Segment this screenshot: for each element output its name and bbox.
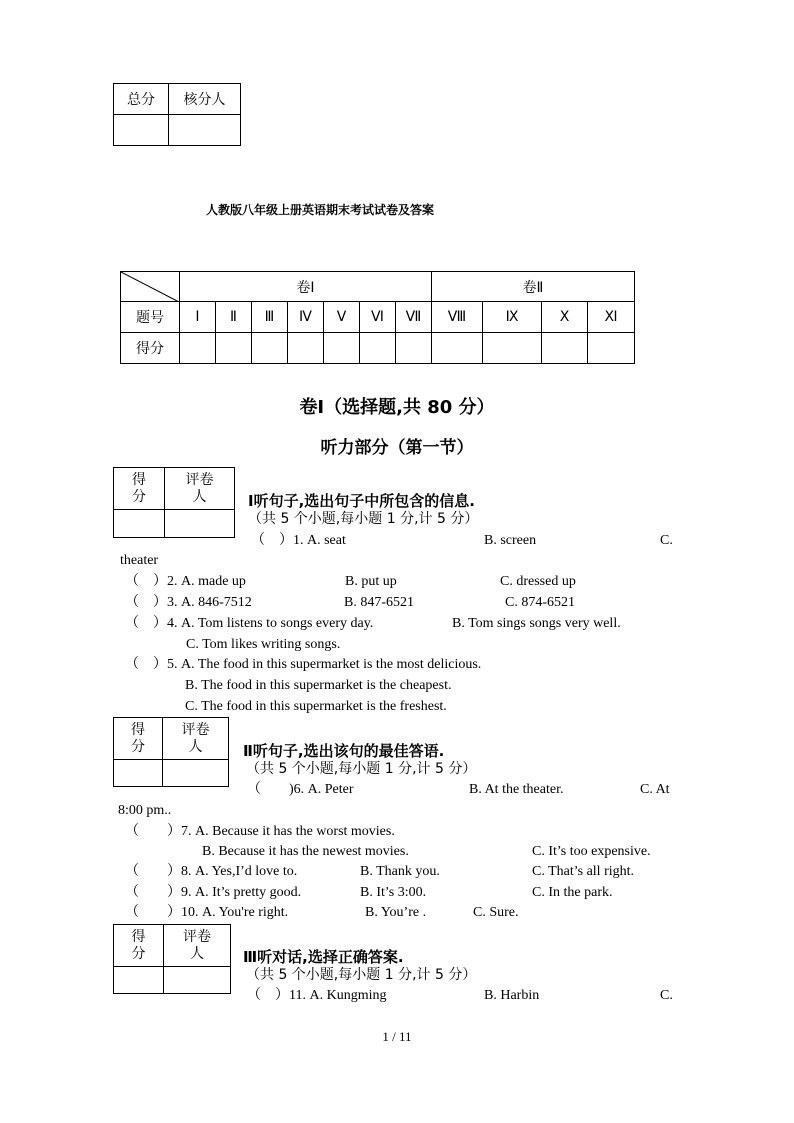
q1-a: （ ）1. A. seat: [251, 533, 346, 548]
q2-a: （ ）2. A. made up: [125, 574, 246, 589]
q9-a: （ ）9. A. It’s pretty good.: [125, 885, 302, 900]
grader-name-cell[interactable]: [165, 510, 235, 538]
score-cell[interactable]: [396, 333, 432, 364]
grader-box: [113, 467, 235, 538]
grader-score-cell[interactable]: [114, 967, 164, 994]
part3-note: （共 5 个小题,每小题 1 分,计 5 分）: [246, 967, 477, 983]
q11-b: B. Harbin: [484, 988, 540, 1003]
score-cell[interactable]: [588, 333, 635, 364]
q10-a: （ ）10. A. You're right.: [125, 905, 289, 920]
score-cell[interactable]: [483, 333, 542, 364]
score-cell[interactable]: [252, 333, 288, 364]
total-score-cell[interactable]: [114, 115, 169, 146]
question-number-label: 题号: [121, 302, 180, 333]
grader-box: [113, 717, 229, 787]
grader-name-label: 评卷 人: [163, 718, 229, 760]
grader-score-label: 得 分: [114, 718, 163, 760]
verifier-label: 核分人: [169, 84, 241, 115]
total-score-label: 总分: [114, 84, 169, 115]
diagonal-cell: [121, 272, 180, 302]
col-8: Ⅷ: [432, 302, 483, 333]
score-cell[interactable]: [180, 333, 216, 364]
diagonal-line: [121, 272, 179, 302]
q9-c: C. In the park.: [532, 885, 613, 900]
q3-b: B. 847-6521: [344, 595, 414, 610]
q1-b: B. screen: [484, 533, 537, 548]
q6-wrap: 8:00 pm..: [118, 803, 172, 818]
q8-a: （ ）8. A. Yes,I’d love to.: [125, 864, 298, 879]
part1-heading: Ⅰ听句子,选出句子中所包含的信息.: [248, 492, 475, 510]
grader-name-cell[interactable]: [164, 967, 231, 994]
col-6: Ⅵ: [360, 302, 396, 333]
q7-c: C. It’s too expensive.: [532, 844, 651, 859]
col-3: Ⅲ: [252, 302, 288, 333]
score-cell[interactable]: [542, 333, 588, 364]
q7-b: B. Because it has the newest movies.: [202, 844, 409, 859]
q10-c: C. Sure.: [473, 905, 519, 920]
q5-a: （ ）5. A. The food in this supermarket is the most delicious.: [125, 657, 482, 672]
vol1-header: 卷Ⅰ: [180, 272, 432, 302]
grader-score-label: 得 分: [114, 925, 164, 967]
score-cell[interactable]: [288, 333, 324, 364]
q4-b: B. Tom sings songs very well.: [452, 616, 621, 631]
q3-a: （ ）3. A. 846-7512: [125, 595, 252, 610]
q6-c: C. At: [640, 782, 670, 797]
q2-b: B. put up: [345, 574, 397, 589]
grader-name-label: 评卷 人: [164, 925, 231, 967]
verifier-cell[interactable]: [169, 115, 241, 146]
grader-name-cell[interactable]: [163, 760, 229, 787]
part2-note: （共 5 个小题,每小题 1 分,计 5 分）: [246, 761, 477, 777]
col-4: Ⅳ: [288, 302, 324, 333]
col-10: Ⅹ: [542, 302, 588, 333]
q3-c: C. 874-6521: [505, 595, 575, 610]
col-7: Ⅶ: [396, 302, 432, 333]
score-cell[interactable]: [432, 333, 483, 364]
col-5: Ⅴ: [324, 302, 360, 333]
q7-a: （ ）7. A. Because it has the worst movies.: [125, 824, 395, 839]
page-number: 1 / 11: [382, 1029, 412, 1044]
col-1: Ⅰ: [180, 302, 216, 333]
score-cell[interactable]: [360, 333, 396, 364]
score-cell[interactable]: [324, 333, 360, 364]
q11-c: C.: [660, 988, 673, 1003]
q4-a: （ ）4. A. Tom listens to songs every day.: [125, 616, 374, 631]
q1-wrap: theater: [120, 553, 159, 568]
listening-title: 听力部分（第一节）: [320, 438, 474, 458]
grader-score-cell[interactable]: [114, 760, 163, 787]
q11-a: （ ）11. A. Kungming: [247, 988, 387, 1003]
total-score-box: [113, 83, 241, 146]
part2-heading: Ⅱ听句子,选出该句的最佳答语.: [243, 742, 445, 760]
q1-c: C.: [660, 533, 673, 548]
score-cell[interactable]: [216, 333, 252, 364]
q10-b: B. You’re .: [365, 905, 427, 920]
q8-b: B. Thank you.: [360, 864, 440, 879]
q6-b: B. At the theater.: [469, 782, 564, 797]
q4-c: C. Tom likes writing songs.: [186, 637, 341, 652]
q9-b: B. It’s 3:00.: [360, 885, 427, 900]
grader-box: [113, 924, 231, 994]
score-table: [120, 271, 635, 364]
score-label: 得分: [121, 333, 180, 364]
q5-c: C. The food in this supermarket is the freshest.: [185, 699, 447, 714]
q5-b: B. The food in this supermarket is the cheapest.: [185, 678, 452, 693]
col-9: Ⅸ: [483, 302, 542, 333]
grader-name-label: 评卷 人: [165, 468, 235, 510]
col-2: Ⅱ: [216, 302, 252, 333]
vol2-header: 卷Ⅱ: [432, 272, 635, 302]
q2-c: C. dressed up: [500, 574, 576, 589]
q6-a: （ )6. A. Peter: [247, 782, 354, 797]
doc-title: 人教版八年级上册英语期末考试试卷及答案: [206, 203, 435, 217]
part1-note: （共 5 个小题,每小题 1 分,计 5 分）: [248, 511, 479, 527]
q8-c: C. That’s all right.: [532, 864, 635, 879]
grader-score-cell[interactable]: [114, 510, 165, 538]
grader-score-label: 得 分: [114, 468, 165, 510]
col-11: Ⅺ: [588, 302, 635, 333]
part3-heading: Ⅲ听对话,选择正确答案.: [243, 948, 404, 966]
section-title: 卷Ⅰ（选择题,共 80 分）: [299, 397, 495, 418]
